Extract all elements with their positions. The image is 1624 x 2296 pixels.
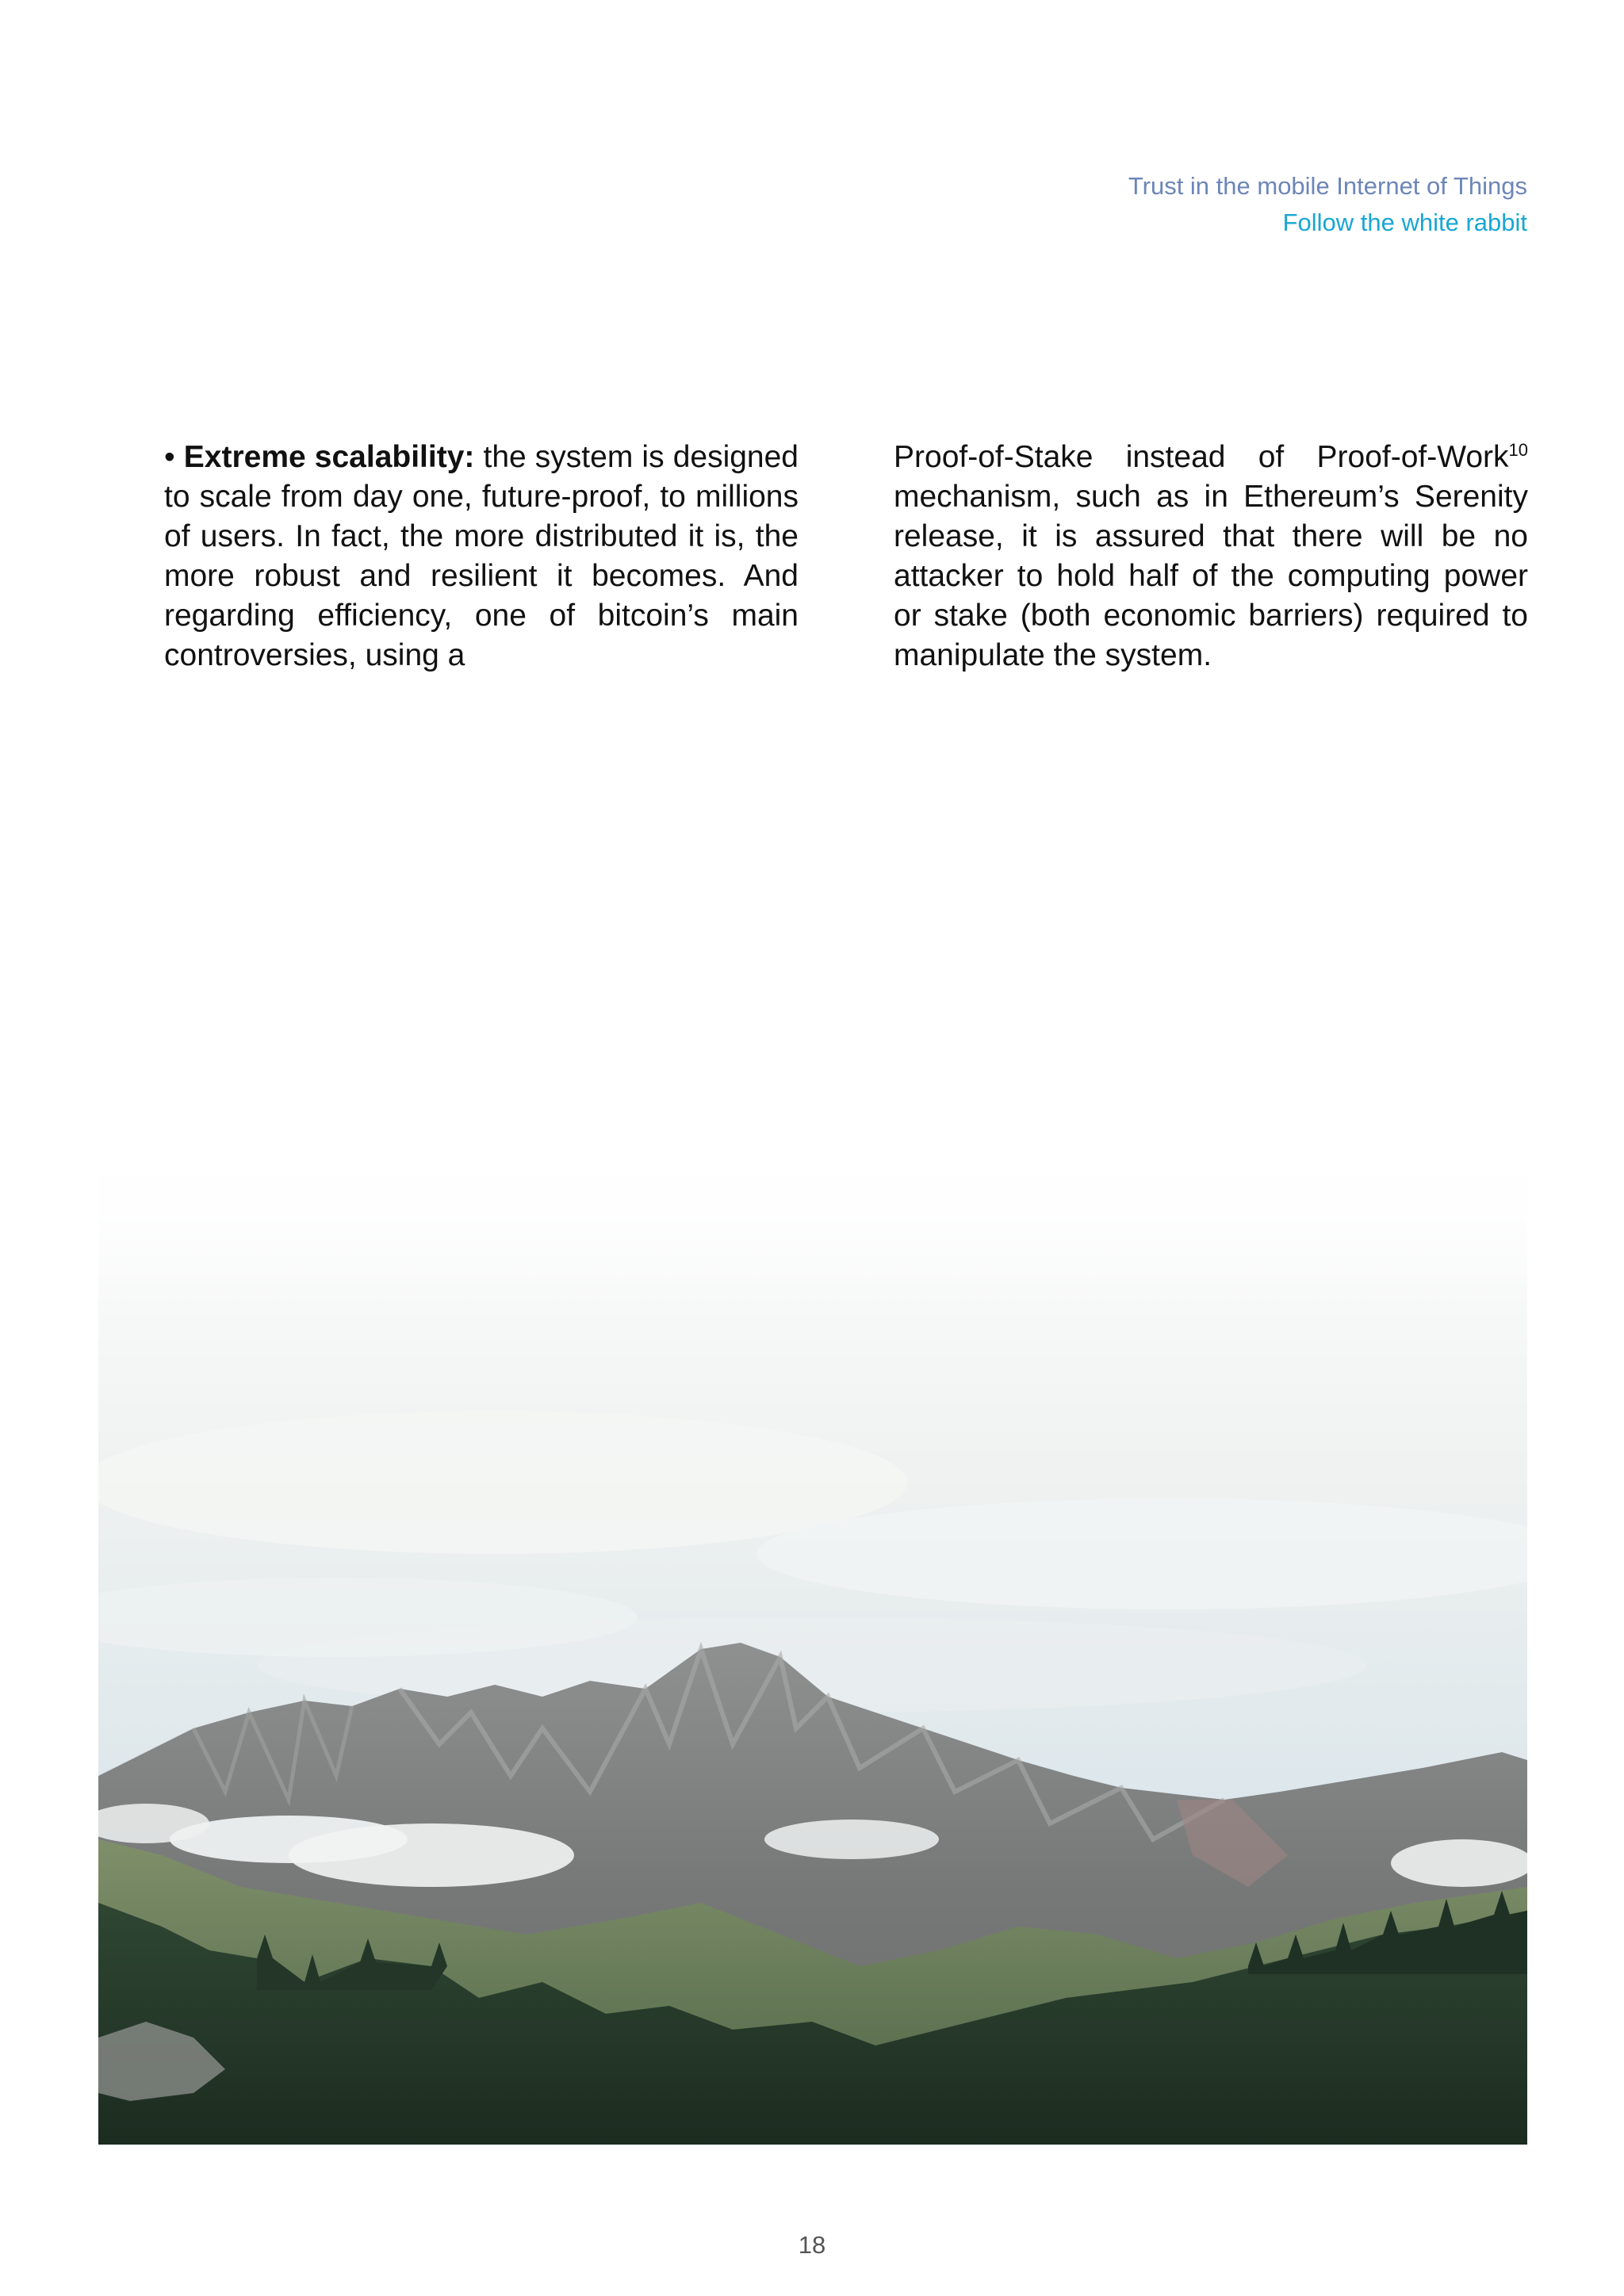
text-column-left — [164, 438, 799, 675]
bullet-marker: • — [164, 440, 175, 474]
paragraph-text-start: Proof-of-Stake instead of Proof-of-Work — [894, 440, 1509, 474]
bullet-heading: Extreme scalability: — [183, 440, 475, 474]
header-subtitle: Follow the white rabbit — [1282, 209, 1527, 236]
paragraph-text-end: mechanism, such as in Ethereum’s Serenity release, it is assured that there will be no attacker to hold half of the computing power or stake (both economic barriers) required to manipulate the system. — [894, 480, 1528, 672]
footnote-reference: 10 — [1508, 440, 1528, 460]
bullet-text: the system is designed to scale from day one, future-proof, to millions of users. In fact, the more distributed it is, the more robust and resilient it becomes. And regarding efficiency, one of bitcoin’s main controversies, using a — [164, 440, 799, 672]
photo-illustration — [98, 1142, 1527, 2145]
header-title: Trust in the mobile Internet of Things — [1128, 172, 1527, 200]
text-column-right — [894, 438, 1528, 675]
page-number: 18 — [798, 2231, 826, 2259]
running-header — [1128, 168, 1527, 241]
mountain-landscape-photo — [98, 1142, 1527, 2145]
